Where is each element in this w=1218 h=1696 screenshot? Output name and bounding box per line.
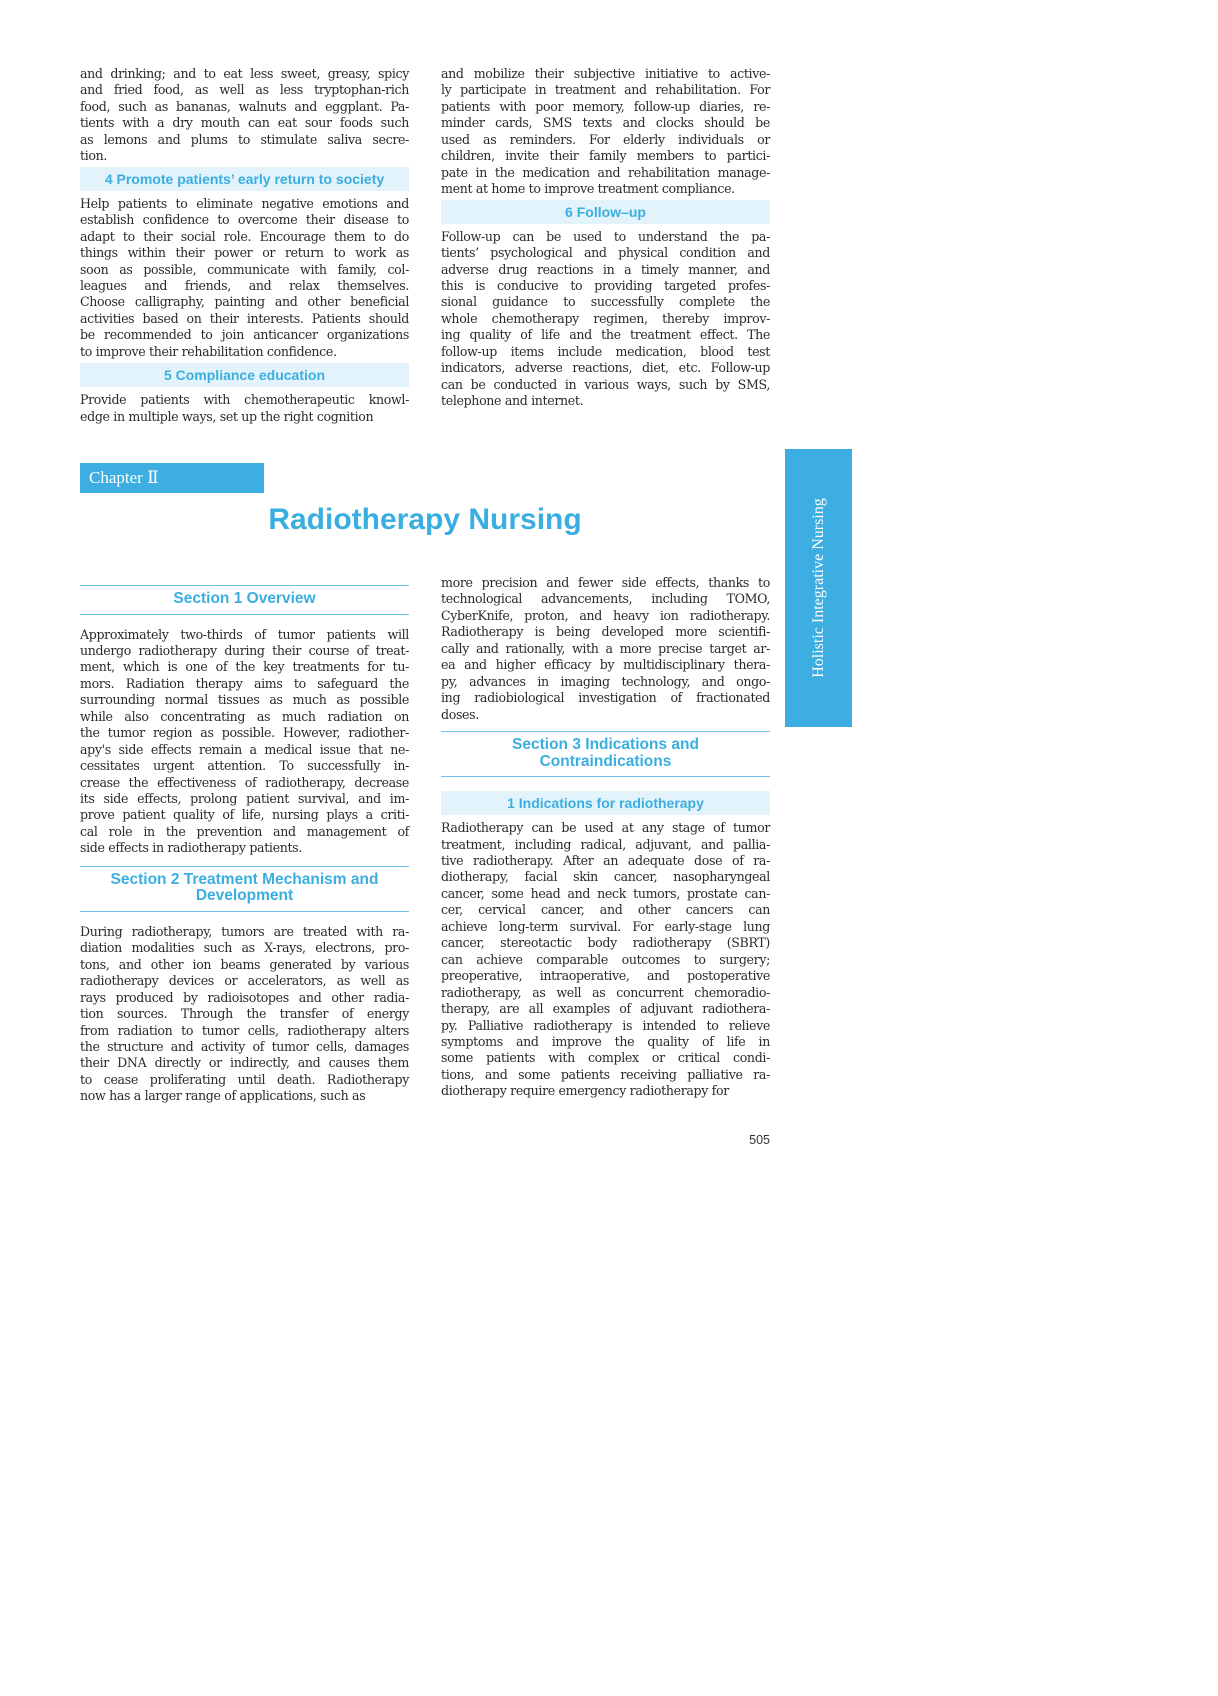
text-line: tons, and other ion beams generated by various: [80, 956, 409, 972]
page-number: 505: [749, 1133, 770, 1147]
text-line: follow-up items include medication, blood test: [441, 343, 770, 359]
text-line: edge in multiple ways, set up the right cognition: [80, 408, 374, 424]
text-line: tients with a dry mouth can eat sour foods such: [80, 115, 409, 131]
paragraph-overview: [80, 627, 409, 857]
text-line: some patients with complex or critical condi-: [441, 1050, 770, 1066]
section-1-title: Section 1 Overview: [173, 590, 316, 607]
text-line: and mobilize their subjective initiative to active-: [441, 66, 770, 81]
text-line: ea and higher efficacy by multidisciplinary thera-: [441, 657, 770, 673]
text-line: treatment, including radical, adjuvant, and pallia-: [441, 836, 770, 852]
text-line: therapy, are all examples of adjuvant radiothera-: [441, 1001, 770, 1017]
text-line: ing radiobiological investigation of fractionated: [441, 690, 770, 706]
text-line: minder cards, SMS texts and clocks should be: [441, 115, 770, 131]
side-thumb-tab: [785, 449, 852, 727]
subhead-early-return-to-society: 4 Promote patients’ early return to society: [80, 167, 409, 191]
text-line: tive radiotherapy. After an adequate dose of ra-: [441, 852, 770, 868]
text-line: used as reminders. For elderly individuals or: [441, 131, 770, 147]
text-line: patients with poor memory, follow-up diaries, re-: [441, 98, 770, 114]
text-line: tion.: [80, 148, 108, 164]
text-line: sional guidance to successfully complete the: [441, 294, 770, 310]
section-2-title-line2: Development: [195, 887, 294, 905]
text-line: diation modalities such as X-rays, electrons, pro-: [80, 940, 409, 956]
text-line: ing quality of life and the treatment effect. The: [441, 327, 770, 343]
text-line: now has a larger range of applications, such as: [80, 1088, 366, 1104]
text-line: things within their power or return to work as: [80, 245, 409, 261]
text-line: surrounding normal tissues as much as possible: [80, 692, 409, 708]
text-line: tions, and some patients receiving palliative ra-: [441, 1066, 770, 1082]
text-line: indicators, adverse reactions, diet, etc. Follow-up: [441, 360, 770, 376]
text-line: CyberKnife, proton, and heavy ion radiotherapy.: [441, 607, 770, 623]
bottom-left-column: [80, 585, 409, 1105]
paragraph-diet-advice: [80, 66, 409, 165]
text-line: activities based on their interests. Patients should: [80, 310, 409, 326]
bottom-right-column: [441, 575, 770, 1100]
text-line: to improve their rehabilitation confidence.: [80, 343, 337, 359]
text-line: achieve long-term survival. For early-stage lung: [441, 918, 770, 934]
text-line: the tumor region as possible. However, radiother-: [80, 725, 409, 741]
text-line: During radiotherapy, tumors are treated with ra-: [80, 923, 409, 939]
text-line: apy's side effects remain a medical issue that ne-: [80, 741, 409, 757]
text-line: Approximately two-thirds of tumor patients will: [80, 626, 409, 642]
section-3-title-line2: Contraindications: [539, 752, 672, 770]
text-line: prove patient quality of life, nursing plays a criti-: [80, 807, 409, 823]
text-line: and drinking; and to eat less sweet, greasy, spicy: [80, 66, 409, 81]
text-line: diotherapy, facial skin cancer, nasopharyngeal: [441, 869, 770, 885]
section-3-heading: [441, 731, 770, 777]
text-line: soon as possible, communicate with family, col-: [80, 261, 409, 277]
text-line: this is conducive to providing targeted profes-: [441, 277, 770, 293]
text-line: tion sources. Through the transfer of energy: [80, 1006, 409, 1022]
subhead-indications-for-radiotherapy: 1 Indications for radiotherapy: [441, 791, 770, 815]
text-line: radiotherapy devices or accelerators, as well as: [80, 973, 409, 989]
paragraph-treatment-mechanism: [80, 924, 409, 1105]
text-line: Help patients to eliminate negative emotions and: [80, 195, 409, 211]
text-line: be recommended to join anticancer organizations: [80, 327, 409, 343]
chapter-label: Chapter Ⅱ: [80, 463, 264, 493]
text-line: as lemons and plums to stimulate saliva secre-: [80, 131, 409, 147]
text-line: doses.: [441, 706, 479, 722]
text-line: food, such as bananas, walnuts and eggplant. Pa-: [80, 98, 409, 114]
text-line: tients’ psychological and physical condition and: [441, 245, 770, 261]
text-line: telephone and internet.: [441, 393, 584, 409]
paragraph-follow-up: [441, 229, 770, 410]
text-line: can achieve comparable outcomes to surgery;: [441, 951, 770, 967]
text-line: can be conducted in various ways, such by SMS,: [441, 376, 770, 392]
text-line: technological advancements, including TOMO,: [441, 591, 770, 607]
text-line: cancer, stereotactic body radiotherapy (SBRT): [441, 935, 770, 951]
text-line: ment at home to improve treatment compliance.: [441, 181, 735, 197]
text-line: pate in the medication and rehabilitation manage-: [441, 164, 770, 180]
text-line: diotherapy require emergency radiotherapy for: [441, 1083, 729, 1099]
top-left-column: [80, 66, 409, 425]
text-line: cancer, some head and neck tumors, prostate can-: [441, 885, 770, 901]
text-line: whole chemotherapy regimen, thereby improv-: [441, 310, 770, 326]
text-line: Choose calligraphy, painting and other beneficial: [80, 294, 409, 310]
text-line: side effects in radiotherapy patients.: [80, 840, 302, 856]
chapter-title: Radiotherapy Nursing: [268, 503, 582, 536]
text-line: preoperative, intraoperative, and postoperative: [441, 968, 770, 984]
text-line: establish confidence to overcome their disease to: [80, 212, 409, 228]
subhead-follow-up: 6 Follow–up: [441, 200, 770, 224]
paragraph-compliance: [80, 392, 409, 425]
text-line: adapt to their social role. Encourage them to do: [80, 228, 409, 244]
text-line: its side effects, prolong patient survival, and im-: [80, 791, 409, 807]
text-line: cessitates urgent attention. To successfully in-: [80, 758, 409, 774]
text-line: while also concentrating as much radiation on: [80, 708, 409, 724]
text-line: adverse drug reactions in a timely manner, and: [441, 261, 770, 277]
text-line: crease the effectiveness of radiotherapy, decrease: [80, 774, 409, 790]
text-line: Provide patients with chemotherapeutic knowl-: [80, 392, 409, 408]
side-tab-label: Holistic Integrative Nursing: [809, 498, 827, 678]
text-line: cer, cervical cancer, and other cancers can: [441, 902, 770, 918]
text-line: radiotherapy, as well as concurrent chemoradio-: [441, 984, 770, 1000]
text-line: and fried food, as well as less tryptophan-rich: [80, 82, 409, 98]
text-line: their DNA directly or indirectly, and causes them: [80, 1055, 409, 1071]
text-line: leagues and friends, and relax themselves.: [80, 277, 409, 293]
text-line: Follow-up can be used to understand the pa-: [441, 228, 770, 244]
section-1-heading: [80, 585, 409, 615]
paragraph-early-return: [80, 196, 409, 361]
paragraph-subjective-initiative: [441, 66, 770, 198]
section-2-heading: [80, 866, 409, 912]
text-line: rays produced by radioisotopes and other radia-: [80, 989, 409, 1005]
text-line: more precision and fewer side effects, thanks to: [441, 575, 770, 590]
text-line: the structure and activity of tumor cells, damages: [80, 1039, 409, 1055]
paragraph-indications: [441, 820, 770, 1100]
text-line: ly participate in treatment and rehabilitation. For: [441, 82, 770, 98]
text-line: py. Palliative radiotherapy is intended to relieve: [441, 1017, 770, 1033]
subhead-compliance-education: 5 Compliance education: [80, 363, 409, 387]
top-right-column: [441, 66, 770, 410]
text-line: cal role in the prevention and management of: [80, 823, 409, 839]
text-line: to cease proliferating until death. Radiotherapy: [80, 1071, 409, 1087]
section-2-title-line1: Section 2 Treatment Mechanism and: [110, 870, 379, 888]
text-line: mors. Radiation therapy aims to safeguard the: [80, 675, 409, 691]
text-line: from radiation to tumor cells, radiotherapy alters: [80, 1022, 409, 1038]
text-line: ment, which is one of the key treatments for tu-: [80, 659, 409, 675]
text-line: cally and rationally, with a more precise target ar-: [441, 640, 770, 656]
text-line: symptoms and improve the quality of life in: [441, 1033, 770, 1049]
text-line: py, advances in imaging technology, and ongo-: [441, 673, 770, 689]
text-line: Radiotherapy can be used at any stage of tumor: [441, 820, 770, 836]
text-line: undergo radiotherapy during their course of treat-: [80, 642, 409, 658]
text-line: Radiotherapy is being developed more scientifi-: [441, 624, 770, 640]
paragraph-precision-advancements: [441, 575, 770, 723]
text-line: children, invite their family members to partici-: [441, 148, 770, 164]
section-3-title-line1: Section 3 Indications and: [512, 736, 699, 754]
